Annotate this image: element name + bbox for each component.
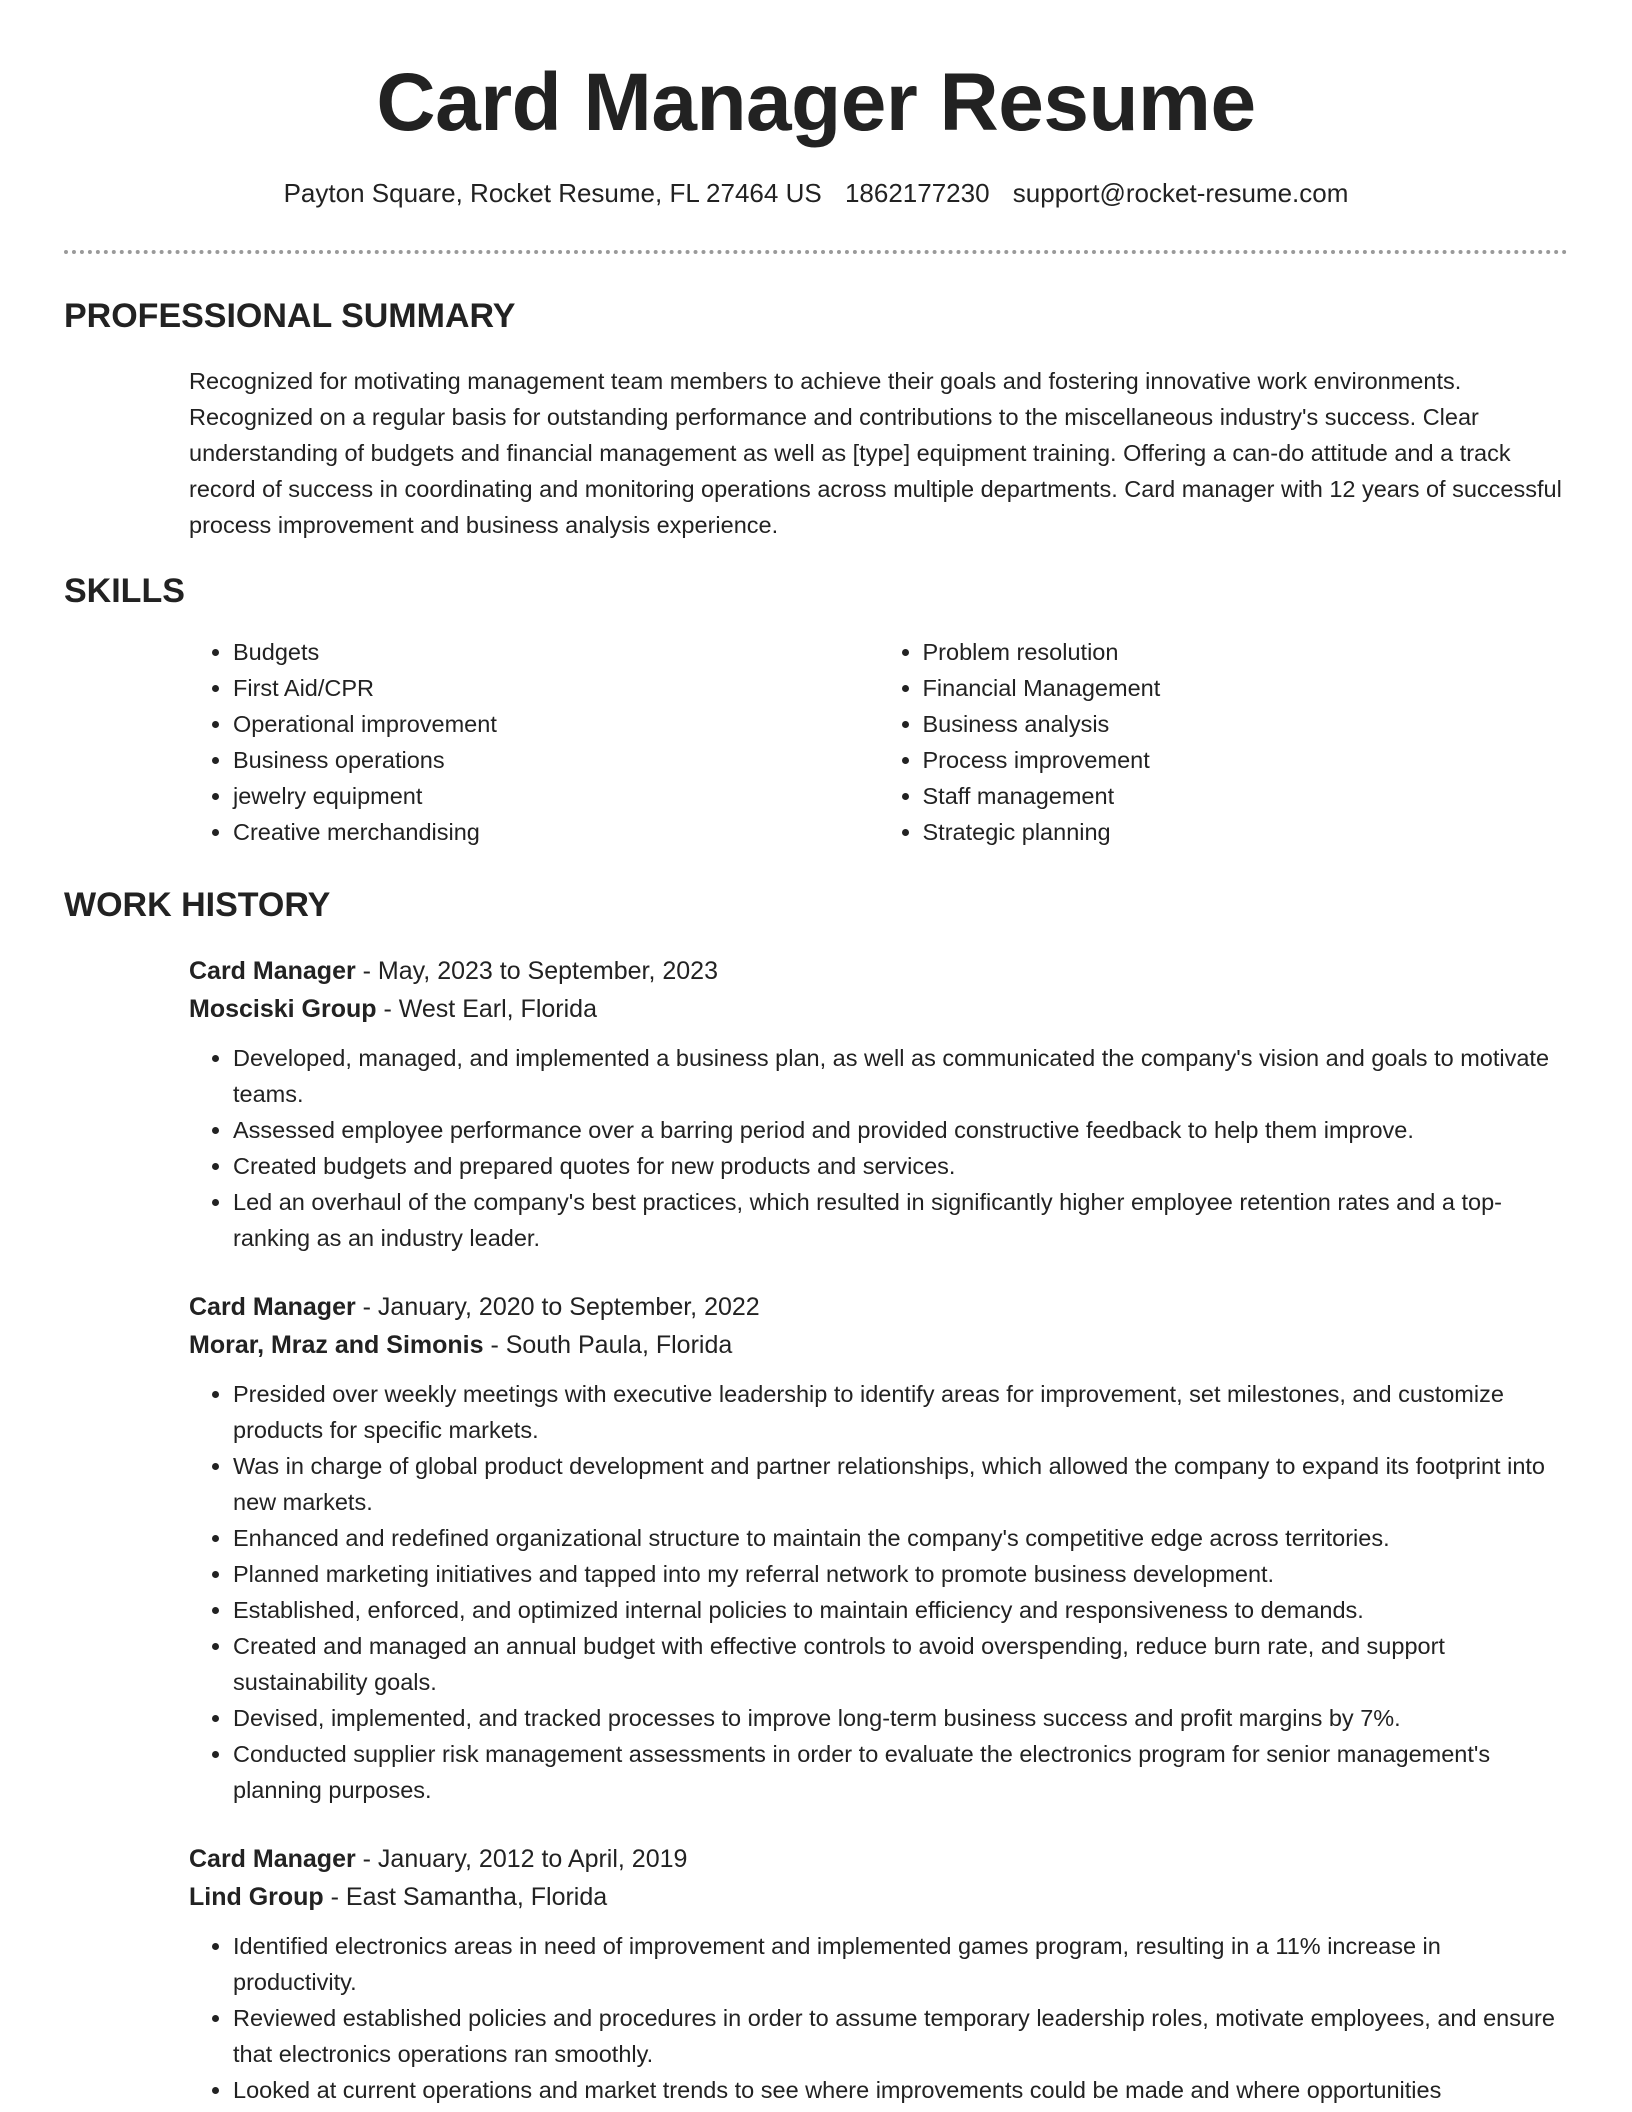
resume-header	[0, 0, 1632, 209]
resume-title: Card Manager Resume	[376, 57, 1256, 148]
summary-heading: PROFESSIONAL SUMMARY	[64, 297, 516, 335]
job-bullet: • Created and managed an annual budget with effective controls to avoid overspending, reduce burn rate, and support sustainability goals.	[233, 1628, 1568, 1700]
job-role: Card Manager	[189, 1844, 356, 1873]
job-bullet: • Presided over weekly meetings with executive leadership to identify areas for improvement, set milestones, and customize products for specific markets.	[233, 1376, 1568, 1448]
job-dates: - January, 2020 to September, 2022	[355, 1292, 760, 1321]
skill-item: • Budgets	[233, 634, 879, 670]
job-company-line	[189, 1326, 1568, 1364]
job-location: - East Samantha, Florida	[323, 1882, 608, 1911]
job-location: - South Paula, Florida	[483, 1330, 733, 1359]
summary-text: Recognized for motivating management team members to achieve their goals and fostering innovative work environments. Recognized on a regular basis for outstanding performance and contributions to the miscellaneous industry's success. Clear understanding of budgets and financial management as well as [type] equipment training. Offering a can-do attitude and a track record of success in coordinating and monitoring operations across multiple departments. Card manager with 12 years of successful process improvement and business analysis experience.	[189, 367, 1562, 538]
job-bullet: • Was in charge of global product development and partner relationships, which allowed the company to expand its footprint into new markets.	[233, 1448, 1568, 1520]
job-bullet: • Conducted supplier risk management assessments in order to evaluate the electronics program for senior management's planning purposes.	[233, 1736, 1568, 1808]
skills-list-left	[189, 634, 879, 850]
skill-item: • jewelry equipment	[233, 778, 879, 814]
contact-email: support@rocket-resume.com	[1012, 178, 1349, 209]
job-bullet: • Devised, implemented, and tracked processes to improve long-term business success and profit margins by 7%.	[233, 1700, 1568, 1736]
contact-line	[0, 178, 1632, 209]
job-dates: - May, 2023 to September, 2023	[355, 956, 718, 985]
job-entry	[189, 1840, 1568, 2108]
work-section	[64, 885, 1568, 2108]
job-bullet: • Developed, managed, and implemented a business plan, as well as communicated the company's vision and goals to motivate teams.	[233, 1040, 1568, 1112]
job-company-line	[189, 990, 1568, 1028]
job-title-line	[189, 1288, 1568, 1326]
skill-item: • Process improvement	[923, 742, 1569, 778]
contact-address: Payton Square, Rocket Resume, FL 27464 US	[283, 178, 822, 209]
skill-item: • Business operations	[233, 742, 879, 778]
job-role: Card Manager	[189, 1292, 356, 1321]
skills-section	[64, 571, 1568, 850]
skills-grid	[189, 634, 1568, 850]
skills-list-right	[879, 634, 1569, 850]
job-dates: - January, 2012 to April, 2019	[355, 1844, 688, 1873]
job-bullets	[189, 1928, 1568, 2108]
work-heading: WORK HISTORY	[64, 886, 331, 924]
job-bullet: • Reviewed established policies and procedures in order to assume temporary leadership roles, motivate employees, and ensure that electronics operations ran smoothly.	[233, 2000, 1568, 2072]
job-bullets	[189, 1040, 1568, 1256]
skill-item: • Staff management	[923, 778, 1569, 814]
job-bullet: • Led an overhaul of the company's best practices, which resulted in significantly higher employee retention rates and a top-ranking as an industry leader.	[233, 1184, 1568, 1256]
job-bullet: • Looked at current operations and market trends to see where improvements could be made and where opportunities	[233, 2072, 1568, 2108]
skill-item: • Problem resolution	[923, 634, 1569, 670]
job-title-line	[189, 952, 1568, 990]
job-company: Lind Group	[189, 1882, 324, 1911]
job-entry	[189, 1288, 1568, 1808]
header-divider	[64, 250, 1568, 254]
job-bullet: • Created budgets and prepared quotes for new products and services.	[233, 1148, 1568, 1184]
job-entry	[189, 952, 1568, 1256]
job-title-line	[189, 1840, 1568, 1878]
job-company-line	[189, 1878, 1568, 1916]
job-company: Mosciski Group	[189, 994, 377, 1023]
job-role: Card Manager	[189, 956, 356, 985]
skill-item: • Financial Management	[923, 670, 1569, 706]
skill-item: • Strategic planning	[923, 814, 1569, 850]
skill-item: • First Aid/CPR	[233, 670, 879, 706]
summary-section	[64, 296, 1568, 543]
job-company: Morar, Mraz and Simonis	[189, 1330, 484, 1359]
job-location: - West Earl, Florida	[376, 994, 597, 1023]
skill-item: • Creative merchandising	[233, 814, 879, 850]
job-bullet: • Identified electronics areas in need of improvement and implemented games program, resulting in a 11% increase in productivity.	[233, 1928, 1568, 2000]
contact-phone: 1862177230	[844, 178, 990, 209]
job-bullet: • Assessed employee performance over a barring period and provided constructive feedback to help them improve.	[233, 1112, 1568, 1148]
skills-heading: SKILLS	[64, 572, 185, 610]
job-bullets	[189, 1376, 1568, 1808]
job-bullet: • Established, enforced, and optimized internal policies to maintain efficiency and responsiveness to demands.	[233, 1592, 1568, 1628]
skill-item: • Operational improvement	[233, 706, 879, 742]
skill-item: • Business analysis	[923, 706, 1569, 742]
job-bullet: • Enhanced and redefined organizational structure to maintain the company's competitive edge across territories.	[233, 1520, 1568, 1556]
job-bullet: • Planned marketing initiatives and tapped into my referral network to promote business development.	[233, 1556, 1568, 1592]
